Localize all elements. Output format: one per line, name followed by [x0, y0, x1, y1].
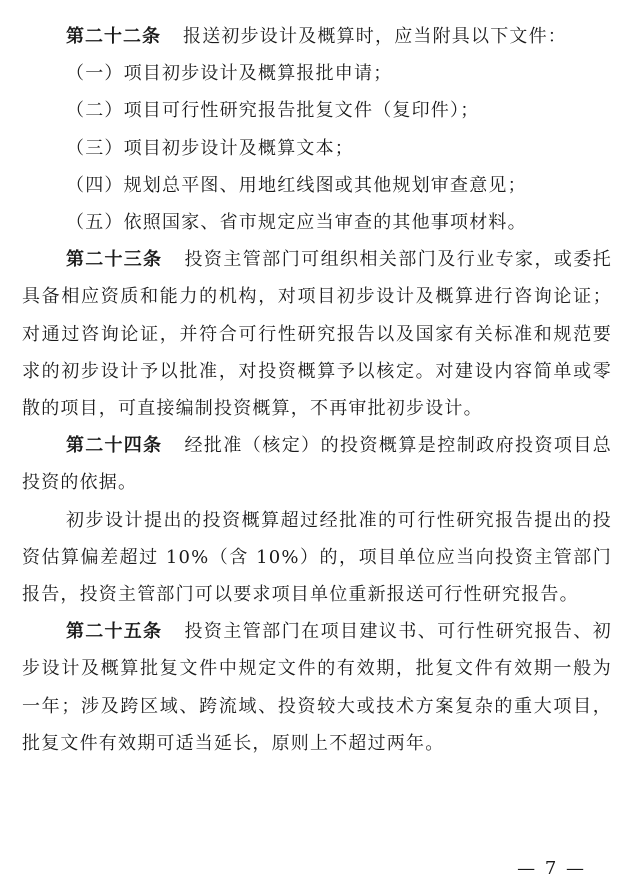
article-22-item-4: （四）规划总平图、用地红线图或其他规划审查意见； [66, 174, 527, 196]
page-number: — 7 — [517, 858, 586, 879]
article-24-body: 经批准（核定）的投资概算是控制政府投资项目总投资的依据。 [22, 435, 613, 494]
article-22-title: 第二十二条 [66, 26, 161, 47]
article-22 [22, 18, 612, 55]
article-22-body: 报送初步设计及概算时，应当附具以下文件： [183, 26, 567, 47]
article-24 [22, 427, 612, 501]
article-22-item-1: （一）项目初步设计及概算报批申请； [66, 63, 393, 85]
article-23-body: 投资主管部门可组织相关部门及行业专家，或委托具备相应资质和能力的机构，对项目初步设计及概算进行咨询论证；对通过咨询论证，并符合可行性研究报告以及国家有关标准和规范要求的初步设计予以批准，对投资概算予以核定。对建设内容简单或零散的项目，可直接编制投资概算，不再审批初步设计。 [22, 249, 613, 420]
article-25 [22, 613, 612, 762]
article-22-item-2: （二）项目可行性研究报告批复文件（复印件）； [66, 100, 480, 122]
article-23 [22, 241, 612, 427]
article-23-title: 第二十三条 [66, 249, 163, 271]
article-24-paragraph-2: 初步设计提出的投资概算超过经批准的可行性研究报告提出的投资估算偏差超过 10%（含 10%）的，项目单位应当向投资主管部门报告，投资主管部门可以要求项目单位重新报送可行性研究报告。 [22, 509, 612, 606]
article-25-body: 投资主管部门在项目建议书、可行性研究报告、初步设计及概算批复文件中规定文件的有效期，批复文件有效期一般为一年；涉及跨区域、跨流域、投资较大或技术方案复杂的重大项目，批复文件有效期可适当延长，原则上不超过两年。 [22, 621, 613, 754]
article-24-title: 第二十四条 [66, 435, 163, 457]
article-22-item-5: （五）依照国家、省市规定应当审查的其他事项材料。 [66, 212, 527, 234]
document-page [22, 18, 612, 762]
article-25-title: 第二十五条 [66, 621, 163, 643]
article-22-item-3: （三）项目初步设计及概算文本； [66, 137, 354, 159]
